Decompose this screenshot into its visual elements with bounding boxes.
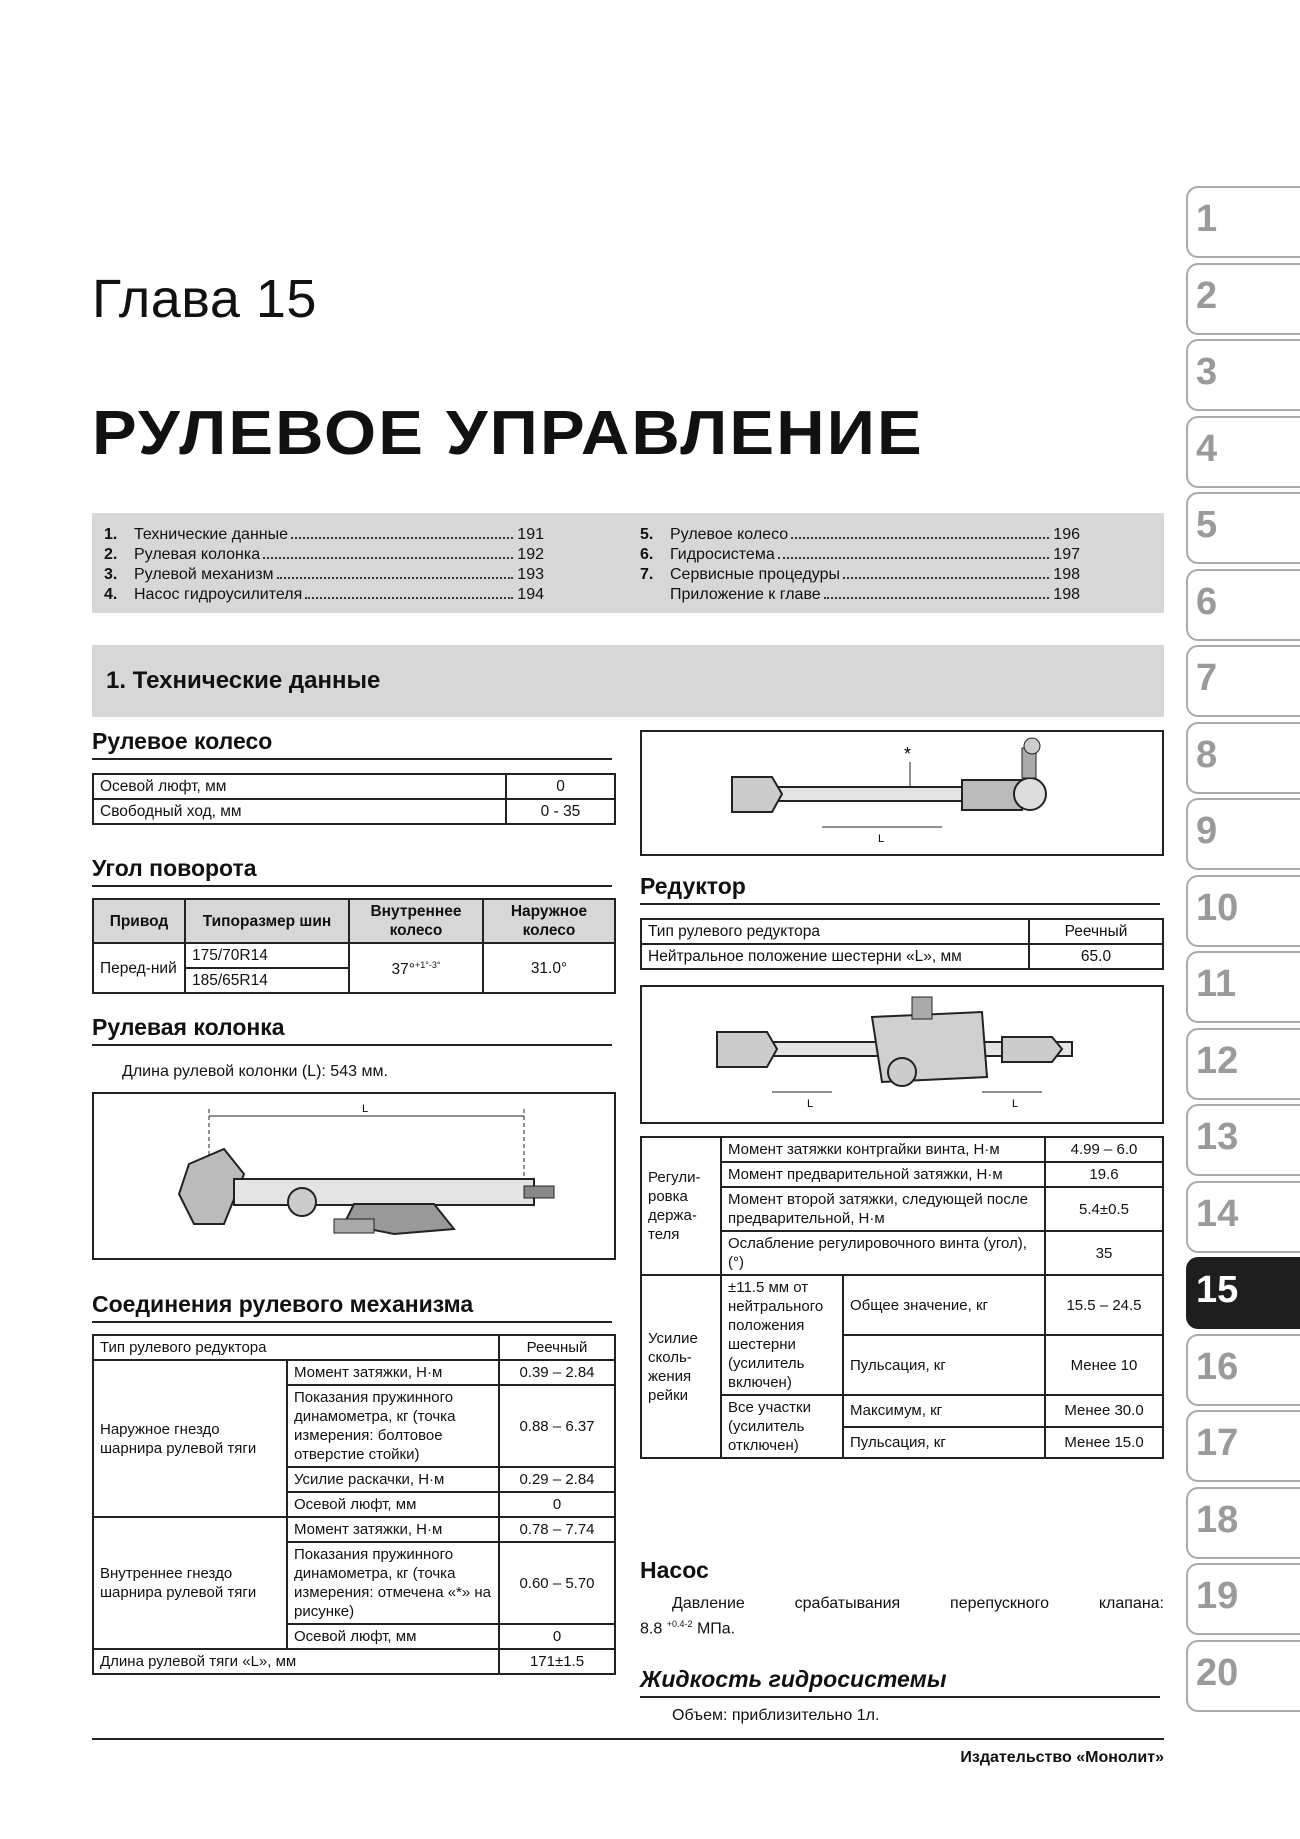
tab-chapter-2[interactable] — [1186, 263, 1300, 335]
tab-chapter-6[interactable] — [1186, 569, 1300, 641]
tab-chapter-19[interactable] — [1186, 1563, 1300, 1635]
toc-item[interactable] — [104, 525, 544, 545]
tab-number: 8 — [1196, 734, 1218, 776]
cell-value: 0.60 – 5.70 — [499, 1542, 615, 1624]
tab-number: 19 — [1196, 1575, 1239, 1617]
inner-angle: 37° — [391, 961, 415, 979]
header-cell: Внутреннее колесо — [349, 899, 483, 943]
column-text: Длина рулевой колонки (L): 543 мм. — [122, 1063, 388, 1080]
column-heading: Рулевая колонка — [92, 1014, 612, 1046]
tab-number: 7 — [1196, 657, 1218, 699]
cell-value: 5.4±0.5 — [1045, 1187, 1163, 1231]
toc-num: 7. — [640, 566, 654, 583]
toc-item[interactable] — [640, 545, 1080, 565]
cell-value: 15.5 – 24.5 — [1045, 1275, 1163, 1335]
length-label: Длина рулевой тяги «L», мм — [93, 1649, 499, 1674]
toc-item[interactable] — [104, 565, 544, 585]
pump-value-line — [640, 1614, 1164, 1639]
chapter-title: РУЛЕВОЕ УПРАВЛЕНИЕ — [92, 399, 924, 468]
reducer-table — [640, 918, 1164, 970]
inner-angle-cell — [349, 943, 483, 993]
cell-label: Свободный ход, мм — [93, 799, 506, 824]
cell-label: Осевой люфт, мм — [93, 774, 506, 799]
outer-joint-label: Наружное гнездо шарнира рулевой тяги — [93, 1360, 287, 1517]
tab-chapter-9[interactable] — [1186, 798, 1300, 870]
toc-num: 5. — [640, 526, 654, 543]
dimension-label: L — [362, 1103, 369, 1115]
tab-number: 3 — [1196, 351, 1218, 393]
tab-chapter-1[interactable] — [1186, 186, 1300, 258]
cell-value: 35 — [1045, 1231, 1163, 1275]
toc-num: 6. — [640, 546, 654, 563]
type-label: Тип рулевого редуктора — [93, 1335, 499, 1360]
rack-drawing — [642, 987, 1162, 1122]
table-row — [93, 774, 615, 799]
cell-label: Максимум, кг — [843, 1395, 1045, 1427]
tab-number: 1 — [1196, 198, 1218, 240]
tab-number: 12 — [1196, 1040, 1239, 1082]
cell-value: 0.78 – 7.74 — [499, 1517, 615, 1542]
rack-figure — [640, 985, 1164, 1124]
tab-number: 4 — [1196, 428, 1218, 470]
toc-title: Насос гидроусилителя — [134, 586, 303, 603]
drive-cell: Перед-ний — [93, 943, 185, 993]
cell-label: Общее значение, кг — [843, 1275, 1045, 1335]
cell-label: Показания пружинного динамометра, кг (точка измерения: болтовое отверстие стойки) — [287, 1385, 499, 1467]
toc-item[interactable] — [104, 585, 544, 605]
pump-text-block — [640, 1594, 1164, 1639]
cell-value: 0 — [499, 1624, 615, 1649]
cell-value: Реечный — [1029, 919, 1163, 944]
toc-num: 3. — [104, 566, 118, 583]
toc-right-column — [640, 525, 1080, 605]
table-row — [641, 1275, 1163, 1335]
adjust-table — [640, 1136, 1164, 1459]
pump-value: 8.8 — [640, 1620, 663, 1638]
cell-value: 0 — [506, 774, 615, 799]
tab-chapter-14[interactable] — [1186, 1181, 1300, 1253]
tab-number: 9 — [1196, 810, 1218, 852]
tie-rod-figure — [640, 730, 1164, 856]
toc-title: Технические данные — [134, 526, 289, 543]
reducer-heading: Редуктор — [640, 873, 1160, 905]
toc-title: Гидросистема — [670, 546, 775, 563]
toc-item[interactable] — [640, 565, 1080, 585]
toc-page: 196 — [1053, 526, 1080, 543]
tab-number: 18 — [1196, 1499, 1239, 1541]
cell-label: Показания пружинного динамометра, кг (точка измерения: отмечена «*» на рисунке) — [287, 1542, 499, 1624]
tab-number: 14 — [1196, 1193, 1239, 1235]
cell-label: Ослабление регулировочного винта (угол), (°) — [721, 1231, 1045, 1275]
toc-page: 194 — [517, 586, 544, 603]
cell-value: 0.39 – 2.84 — [499, 1360, 615, 1385]
publisher: Издательство «Монолит» — [960, 1749, 1164, 1766]
pump-unit: МПа. — [696, 1620, 736, 1638]
header-cell: Привод — [93, 899, 185, 943]
turn-table — [92, 898, 616, 994]
toc-item[interactable] — [640, 585, 1080, 605]
joints-heading: Соединения рулевого механизма — [92, 1291, 612, 1323]
inner-joint-label: Внутреннее гнездо шарнира рулевой тяги — [93, 1517, 287, 1649]
cell-value: Менее 30.0 — [1045, 1395, 1163, 1427]
tab-number: 20 — [1196, 1652, 1239, 1694]
tire-cell: 185/65R14 — [185, 968, 349, 993]
sub-label: ±11.5 мм от нейтрального положения шестерни (усилитель включен) — [721, 1275, 843, 1395]
tab-number: 16 — [1196, 1346, 1239, 1388]
cell-value: 0.29 – 2.84 — [499, 1467, 615, 1492]
steering-column-drawing — [94, 1094, 614, 1258]
header-cell: Наружное колесо — [483, 899, 615, 943]
cell-label: Момент затяжки, Н·м — [287, 1360, 499, 1385]
tab-chapter-3[interactable] — [1186, 339, 1300, 411]
cell-label: Момент затяжки контргайки винта, Н·м — [721, 1137, 1045, 1162]
tab-number: 13 — [1196, 1116, 1239, 1158]
tie-rod-drawing — [642, 732, 1162, 854]
tab-chapter-11[interactable] — [1186, 951, 1300, 1023]
tab-chapter-17[interactable] — [1186, 1410, 1300, 1482]
cell-label: Усилие раскачки, Н·м — [287, 1467, 499, 1492]
tab-number: 15 — [1196, 1269, 1239, 1311]
toc-title: Рулевой механизм — [134, 566, 274, 583]
length-value: 171±1.5 — [499, 1649, 615, 1674]
table-row — [641, 1137, 1163, 1162]
pump-text: Давление срабатывания перепускного клапана: — [672, 1595, 1164, 1612]
tab-chapter-13[interactable] — [1186, 1104, 1300, 1176]
tab-chapter-16[interactable] — [1186, 1334, 1300, 1406]
toc-page: 193 — [517, 566, 544, 583]
toc-num: 1. — [104, 526, 118, 543]
tab-chapter-15[interactable] — [1186, 1257, 1300, 1329]
steering-column-figure — [92, 1092, 616, 1260]
section-header — [92, 645, 1164, 717]
table-row — [641, 919, 1163, 944]
footer-rule — [92, 1738, 1164, 1740]
table-row — [93, 1335, 615, 1360]
cell-label: Момент затяжки, Н·м — [287, 1517, 499, 1542]
star-mark: * — [904, 744, 912, 764]
tab-number: 17 — [1196, 1422, 1239, 1464]
dimension-label: L — [878, 833, 885, 845]
fluid-text: Объем: приблизительно 1л. — [672, 1707, 880, 1724]
type-value: Реечный — [499, 1335, 615, 1360]
toc-item[interactable] — [104, 545, 544, 565]
cell-value: Менее 10 — [1045, 1335, 1163, 1395]
tab-number: 11 — [1196, 963, 1237, 1005]
toc-item[interactable] — [640, 525, 1080, 545]
tab-chapter-18[interactable] — [1186, 1487, 1300, 1559]
tab-chapter-7[interactable] — [1186, 645, 1300, 717]
table-row — [93, 899, 615, 943]
toc-title: Сервисные процедуры — [670, 566, 841, 583]
tire-cell: 175/70R14 — [185, 943, 349, 968]
chapter-label: Глава 15 — [92, 269, 317, 329]
inner-tolerance: +1°-3° — [414, 960, 441, 971]
tab-chapter-5[interactable] — [1186, 492, 1300, 564]
toc-num: 2. — [104, 546, 118, 563]
cell-value: 0 — [499, 1492, 615, 1517]
toc-page: 191 — [517, 526, 544, 543]
toc-title: Рулевое колесо — [670, 526, 789, 543]
cell-value: Менее 15.0 — [1045, 1427, 1163, 1459]
table-row — [93, 1517, 615, 1542]
toc-page: 198 — [1053, 586, 1080, 603]
cell-value: 19.6 — [1045, 1162, 1163, 1187]
pump-heading: Насос — [640, 1557, 709, 1583]
dimension-label: L — [807, 1098, 814, 1110]
tab-chapter-12[interactable] — [1186, 1028, 1300, 1100]
group-label: Усилие сколь-жения рейки — [641, 1275, 721, 1458]
cell-label: Осевой люфт, мм — [287, 1492, 499, 1517]
turn-heading: Угол поворота — [92, 855, 612, 887]
cell-value: 0.88 – 6.37 — [499, 1385, 615, 1467]
tab-number: 10 — [1196, 887, 1239, 929]
cell-value: 0 - 35 — [506, 799, 615, 824]
tab-chapter-8[interactable] — [1186, 722, 1300, 794]
sub-label: Все участки (усилитель отключен) — [721, 1395, 843, 1458]
toc-title: Приложение к главе — [670, 586, 821, 603]
cell-label: Момент второй затяжки, следующей после предварительной, Н·м — [721, 1187, 1045, 1231]
toc-page: 197 — [1053, 546, 1080, 563]
cell-label: Пульсация, кг — [843, 1427, 1045, 1459]
dimension-label: L — [1012, 1098, 1019, 1110]
table-row — [93, 799, 615, 824]
cell-label: Пульсация, кг — [843, 1335, 1045, 1395]
wheel-table — [92, 773, 616, 825]
cell-value: 65.0 — [1029, 944, 1163, 969]
cell-label: Осевой люфт, мм — [287, 1624, 499, 1649]
wheel-heading: Рулевое колесо — [92, 728, 612, 760]
table-row — [93, 943, 615, 968]
joints-table — [92, 1334, 616, 1675]
tab-number: 5 — [1196, 504, 1218, 546]
toc-num: 4. — [104, 586, 118, 603]
outer-angle-cell: 31.0° — [483, 943, 615, 993]
pump-tolerance: +0.4-2 — [666, 1619, 693, 1629]
tab-number: 6 — [1196, 581, 1218, 623]
cell-label: Тип рулевого редуктора — [641, 919, 1029, 944]
table-row — [93, 1360, 615, 1385]
cell-label: Нейтральное положение шестерни «L», мм — [641, 944, 1029, 969]
header-cell: Типоразмер шин — [185, 899, 349, 943]
fluid-heading: Жидкость гидросистемы — [640, 1666, 1160, 1698]
section-title: 1. Технические данные — [106, 667, 381, 694]
tab-chapter-10[interactable] — [1186, 875, 1300, 947]
table-row — [641, 944, 1163, 969]
table-of-contents — [92, 513, 1164, 613]
table-row — [93, 1649, 615, 1674]
toc-left-column — [104, 525, 544, 605]
toc-page: 192 — [517, 546, 544, 563]
cell-label: Момент предварительной затяжки, Н·м — [721, 1162, 1045, 1187]
tab-number: 2 — [1196, 275, 1218, 317]
group-label: Регули-ровка держа-теля — [641, 1137, 721, 1275]
toc-title: Рулевая колонка — [134, 546, 261, 563]
tab-chapter-20[interactable] — [1186, 1640, 1300, 1712]
tab-chapter-4[interactable] — [1186, 416, 1300, 488]
cell-value: 4.99 – 6.0 — [1045, 1137, 1163, 1162]
toc-page: 198 — [1053, 566, 1080, 583]
